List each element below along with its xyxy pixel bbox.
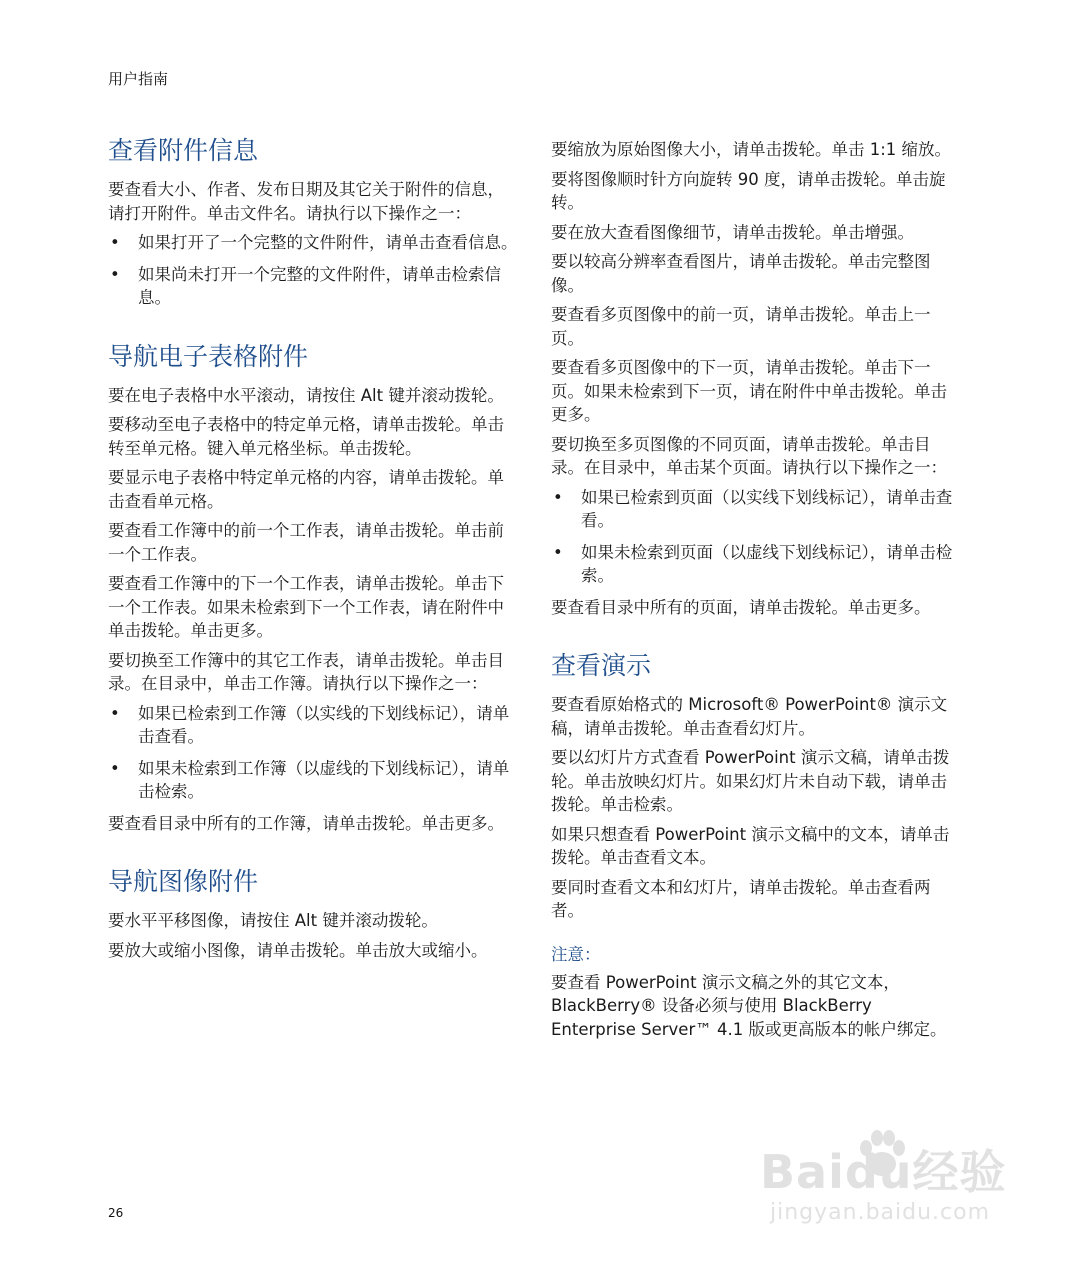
paragraph: 要查看目录中所有的工作簿，请单击拨轮。单击更多。	[108, 813, 504, 833]
list-item: • 如果未检索到工作簿（以虚线的下划线标记），请单击检索。	[108, 757, 518, 804]
baidu-watermark	[760, 1118, 1010, 1238]
paragraph: 要切换至多页图像的不同页面，请单击拨轮。单击目录。在目录中，单击某个页面。请执行以下操作之一：	[551, 434, 947, 477]
list-item: • 如果已检索到页面（以实线下划线标记），请单击查看。	[551, 486, 961, 533]
paragraph: 要移动至电子表格中的特定单元格，请单击拨轮。单击转至单元格。键入单元格坐标。单击拨轮。	[108, 415, 504, 458]
page-number: 26	[108, 1206, 124, 1220]
left-column	[108, 134, 518, 968]
paragraph: 要在电子表格中水平滚动，请按住 Alt 键并滚动拨轮。	[108, 385, 504, 405]
bullet-list	[108, 231, 518, 310]
paragraph: 要切换至工作簿中的其它工作表，请单击拨轮。单击目录。在目录中，单击工作簿。请执行以下操作之一：	[108, 650, 504, 693]
paragraph: 要查看目录中所有的页面，请单击拨轮。单击更多。	[551, 597, 931, 617]
paragraph: 要查看多页图像中的前一页，请单击拨轮。单击上一页。	[551, 305, 931, 348]
list-item: • 如果尚未打开一个完整的文件附件，请单击检索信息。	[108, 263, 518, 310]
heading-navigate-image: 导航图像附件	[108, 867, 259, 896]
heading-view-presentation: 查看演示	[551, 651, 652, 680]
paragraph: 要查看工作簿中的下一个工作表，请单击拨轮。单击下一个工作表。如果未检索到下一个工作表，请在附件中单击拨轮。单击更多。	[108, 574, 504, 640]
running-header: 用户指南	[108, 70, 169, 88]
paragraph: 要显示电子表格中特定单元格的内容，请单击拨轮。单击查看单元格。	[108, 468, 504, 511]
list-item: • 如果已检索到工作簿（以实线的下划线标记），请单击查看。	[108, 702, 518, 749]
paragraph: 如果只想查看 PowerPoint 演示文稿中的文本，请单击拨轮。单击查看文本。	[551, 824, 950, 867]
paragraph: 要水平平移图像，请按住 Alt 键并滚动拨轮。	[108, 911, 438, 930]
paragraph: 要查看大小、作者、发布日期及其它关于附件的信息，请打开附件。单击文件名。请执行以下操作之一：	[108, 180, 504, 223]
paragraph: 要查看多页图像中的下一页，请单击拨轮。单击下一页。如果未检索到下一页，请在附件中单击拨轮。单击更多。	[551, 358, 947, 424]
list-item: • 如果打开了一个完整的文件附件，请单击查看信息。	[108, 231, 518, 255]
right-column	[551, 138, 961, 1047]
list-item: • 如果未检索到页面（以虚线下划线标记），请单击检索。	[551, 541, 961, 588]
bullet-list	[108, 702, 518, 804]
note-text: 要查看 PowerPoint 演示文稿之外的其它文本，BlackBerry® 设备必须与使用 BlackBerry Enterprise Server™ 4.1 版或更高版本的帐户绑定。	[551, 972, 947, 1039]
paragraph: 要放大或缩小图像，请单击拨轮。单击放大或缩小。	[108, 940, 488, 960]
heading-view-attachment-info: 查看附件信息	[108, 136, 259, 165]
watermark-url: jingyan.baidu.com	[770, 1200, 991, 1225]
paragraph: 要以幻灯片方式查看 PowerPoint 演示文稿，请单击拨轮。单击放映幻灯片。如果幻灯片未自动下载，请单击拨轮。单击检索。	[551, 748, 950, 814]
paragraph: 要在放大查看图像细节，请单击拨轮。单击增强。	[551, 222, 914, 242]
paragraph: 要以较高分辨率查看图片，请单击拨轮。单击完整图像。	[551, 252, 931, 295]
paragraph: 要查看工作簿中的前一个工作表，请单击拨轮。单击前一个工作表。	[108, 521, 504, 564]
paragraph: 要同时查看文本和幻灯片，请单击拨轮。单击查看两者。	[551, 877, 931, 920]
paragraph: 要将图像顺时针方向旋转 90 度，请单击拨轮。单击旋转。	[551, 169, 946, 212]
watermark-text: Baidu经验	[760, 1145, 1007, 1199]
bullet-list	[551, 486, 961, 588]
paragraph: 要查看原始格式的 Microsoft® PowerPoint® 演示文稿，请单击拨轮。单击查看幻灯片。	[551, 695, 948, 738]
heading-navigate-spreadsheet: 导航电子表格附件	[108, 341, 309, 371]
note-label: 注意：	[551, 944, 601, 964]
paragraph: 要缩放为原始图像大小，请单击拨轮。单击 1:1 缩放。	[551, 140, 952, 159]
